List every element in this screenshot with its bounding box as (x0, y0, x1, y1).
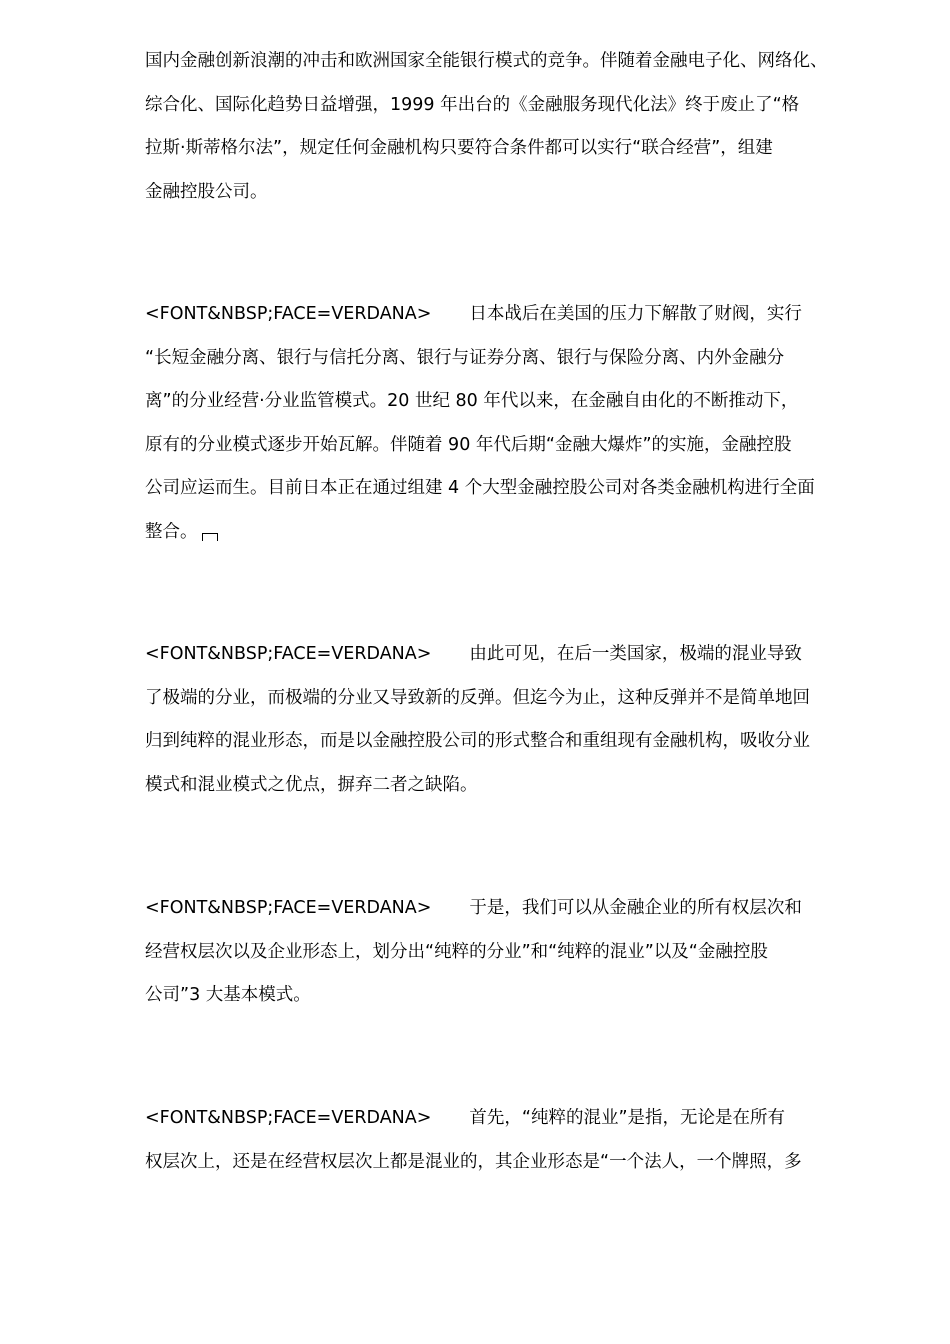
text-line-with-tag (145, 887, 885, 931)
text-line: 公司应运而生。目前日本正在通过组建 4 个大型金融控股公司对各类金融机构进行全面 (145, 478, 815, 498)
text-line: 综合化、国际化趋势日益增强，1999 年出台的《金融服务现代化法》终于废止了“格 (145, 94, 800, 115)
text-line-with-tag (145, 633, 885, 677)
paragraph-2 (145, 293, 885, 554)
text-fragment: 由此可见，在后一类国家，极端的混业导致 (469, 644, 802, 664)
text-line: “长短金融分离、银行与信托分离、银行与证券分离、银行与保险分离、内外金融分 (145, 347, 785, 368)
paragraph-mark-icon (202, 533, 218, 541)
text-line-last (145, 511, 885, 555)
font-tag-text: <FONT&NBSP;FACE=VERDANA> (145, 1108, 432, 1128)
text-line: 经营权层次以及企业形态上，划分出“纯粹的分业”和“纯粹的混业”以及“金融控股 (145, 941, 768, 962)
text-line: 国内金融创新浪潮的冲击和欧洲国家全能银行模式的竞争。伴随着金融电子化、网络化、 (145, 51, 828, 71)
text-line: 公司”3 大基本模式。 (145, 985, 311, 1005)
text-line: 金融控股公司。 (145, 181, 268, 202)
text-line: 权层次上，还是在经营权层次上都是混业的，其企业形态是“一个法人，一个牌照，多 (145, 1151, 802, 1172)
paragraph-4 (145, 887, 885, 1018)
text-line: 离”的分业经营·分业监管模式。20 世纪 80 年代以来，在金融自由化的不断推动下， (145, 391, 799, 411)
text-fragment: 日本战后在美国的压力下解散了财阀，实行 (469, 304, 802, 324)
text-fragment: 首先，“纯粹的混业”是指，无论是在所有 (469, 1108, 786, 1128)
text-line: 原有的分业模式逐步开始瓦解。伴随着 90 年代后期“金融大爆炸”的实施，金融控股 (145, 434, 792, 455)
font-tag-text: <FONT&NBSP;FACE=VERDANA> (145, 644, 432, 664)
paragraph-1 (145, 40, 885, 214)
paragraph-5 (145, 1097, 885, 1184)
text-fragment: 于是，我们可以从金融企业的所有权层次和 (469, 898, 802, 918)
font-tag-text: <FONT&NBSP;FACE=VERDANA> (145, 898, 432, 918)
text-line: 了极端的分业，而极端的分业又导致新的反弹。但迄今为止，这种反弹并不是简单地回 (145, 687, 810, 708)
text-line-with-tag (145, 1097, 885, 1141)
text-line: 归到纯粹的混业形态，而是以金融控股公司的形式整合和重组现有金融机构，吸收分业 (145, 731, 810, 751)
text-line: 拉斯·斯蒂格尔法”，规定任何金融机构只要符合条件都可以实行“联合经营”，组建 (145, 138, 773, 158)
text-fragment: 整合。 (145, 521, 198, 542)
paragraph-3 (145, 633, 885, 807)
text-line-with-tag (145, 293, 885, 337)
text-line: 模式和混业模式之优点，摒弃二者之缺陷。 (145, 774, 478, 795)
font-tag-text: <FONT&NBSP;FACE=VERDANA> (145, 304, 432, 324)
